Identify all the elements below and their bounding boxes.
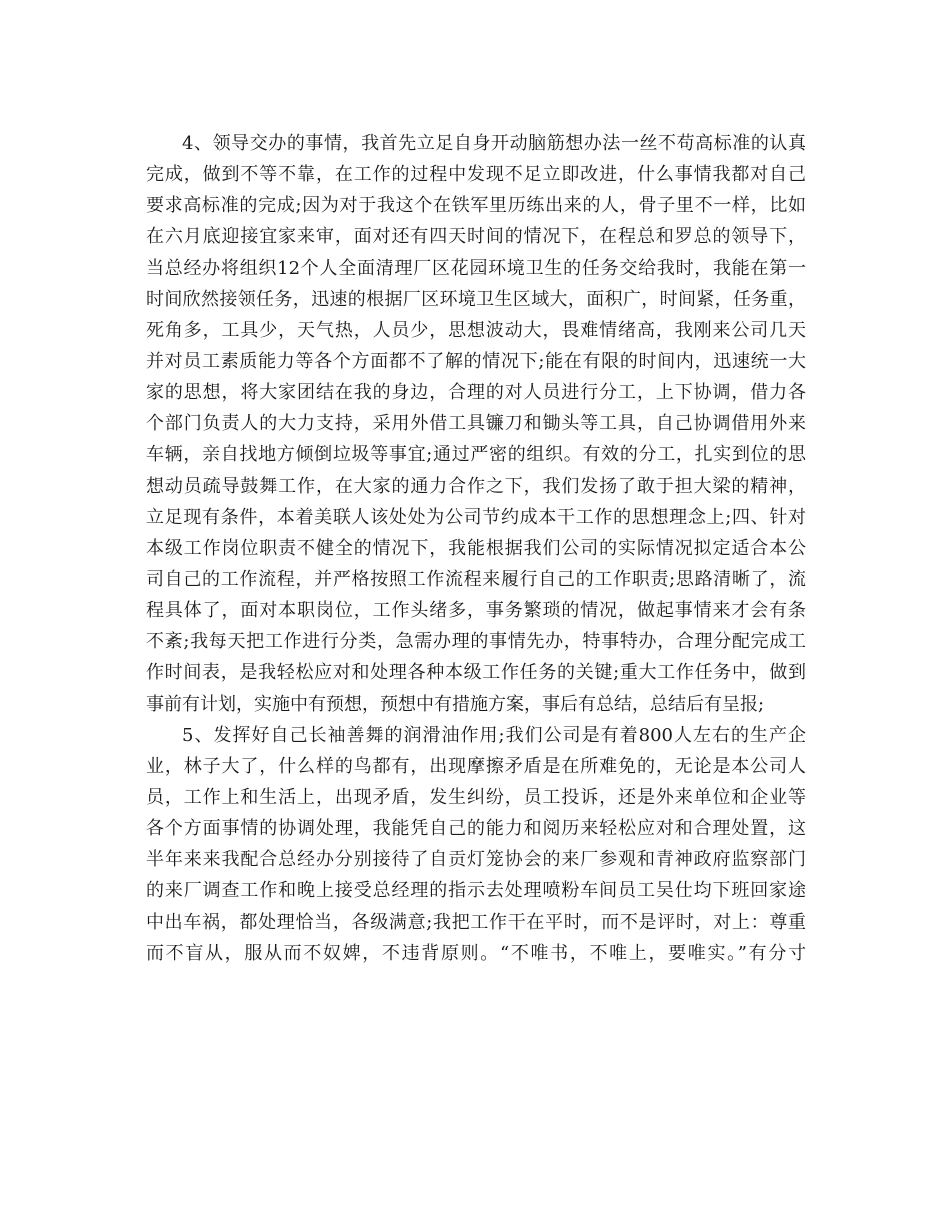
text-line: 不紊;我每天把工作进行分类，急需办理的事情先办，特事特办，合理分配完成工 (146, 631, 806, 653)
text-line: 半年来来我配合总经办分别接待了自贡灯笼协会的来厂参观和青神政府监察部门 (146, 849, 806, 871)
text-line: 司自己的工作流程，并严格按照工作流程来履行自己的工作职责;思路清晰了，流 (146, 568, 806, 590)
text-line: 业，林子大了，什么样的鸟都有，出现摩擦矛盾是在所难免的，无论是本公司人 (146, 755, 806, 777)
text-line: 并对员工素质能力等各个方面都不了解的情况下;能在有限的时间内，迅速统一大 (146, 350, 806, 372)
text-line: 个部门负责人的大力支持，采用外借工具镰刀和锄头等工具，自己协调借用外来 (146, 413, 806, 435)
text-line: 当总经办将组织12个人全面清理厂区花园环境卫生的任务交给我时，我能在第一 (146, 257, 806, 279)
text-line: 时间欣然接领任务，迅速的根据厂区环境卫生区域大，面积广，时间紧，任务重， (146, 288, 806, 310)
text-line: 本级工作岗位职责不健全的情况下，我能根据我们公司的实际情况拟定适合本公 (146, 537, 806, 559)
paragraph-5 (146, 720, 806, 969)
text-line: 事前有计划，实施中有预想，预想中有措施方案，事后有总结，总结后有呈报; (146, 693, 765, 715)
text-line: 死角多，工具少，天气热，人员少，思想波动大，畏难情绪高，我刚来公司几天 (146, 319, 806, 341)
text-line: 完成，做到不等不靠，在工作的过程中发现不足立即改进，什么事情我都对自己 (146, 164, 806, 186)
text-line: 程具体了，面对本职岗位，工作头绪多，事务繁琐的情况，做起事情来才会有条 (146, 600, 806, 622)
text-line: 中出车祸，都处理恰当，各级满意;我把工作干在平时，而不是评时，对上：尊重 (146, 911, 806, 933)
text-line: 各个方面事情的协调处理，我能凭自己的能力和阅历来轻松应对和合理处置，这 (146, 818, 806, 840)
text-line: 要求高标准的完成;因为对于我这个在铁军里历练出来的人，骨子里不一样，比如 (146, 195, 806, 217)
text-line: 在六月底迎接宜家来审，面对还有四天时间的情况下，在程总和罗总的领导下， (146, 226, 806, 248)
text-line: 作时间表，是我轻松应对和处理各种本级工作任务的关键;重大工作任务中，做到 (146, 662, 806, 684)
text-line: 4、领导交办的事情，我首先立足自身开动脑筋想办法一丝不苟高标准的认真 (182, 133, 806, 154)
text-line: 车辆，亲自找地方倾倒垃圾等事宜;通过严密的组织。有效的分工，扎实到位的思 (146, 444, 806, 466)
text-line: 想动员疏导鼓舞工作，在大家的通力合作之下，我们发扬了敢于担大梁的精神， (146, 475, 806, 497)
text-line: 5、发挥好自己长袖善舞的润滑油作用;我们公司是有着800人左右的生产企 (182, 724, 806, 746)
text-line: 的来厂调查工作和晚上接受总经理的指示去处理喷粉车间员工吴仕均下班回家途 (146, 880, 806, 902)
body-text (146, 128, 806, 969)
text-line: 而不盲从，服从而不奴婢，不违背原则。“不唯书，不唯上，要唯实。”有分寸 (146, 942, 806, 964)
text-line: 员，工作上和生活上，出现矛盾，发生纠纷，员工投诉，还是外来单位和企业等 (146, 786, 806, 808)
text-line: 家的思想，将大家团结在我的身边，合理的对人员进行分工，上下协调，借力各 (146, 382, 806, 404)
text-line: 立足现有条件，本着美联人该处处为公司节约成本干工作的思想理念上;四、针对 (146, 506, 806, 528)
paragraph-4 (146, 128, 806, 720)
